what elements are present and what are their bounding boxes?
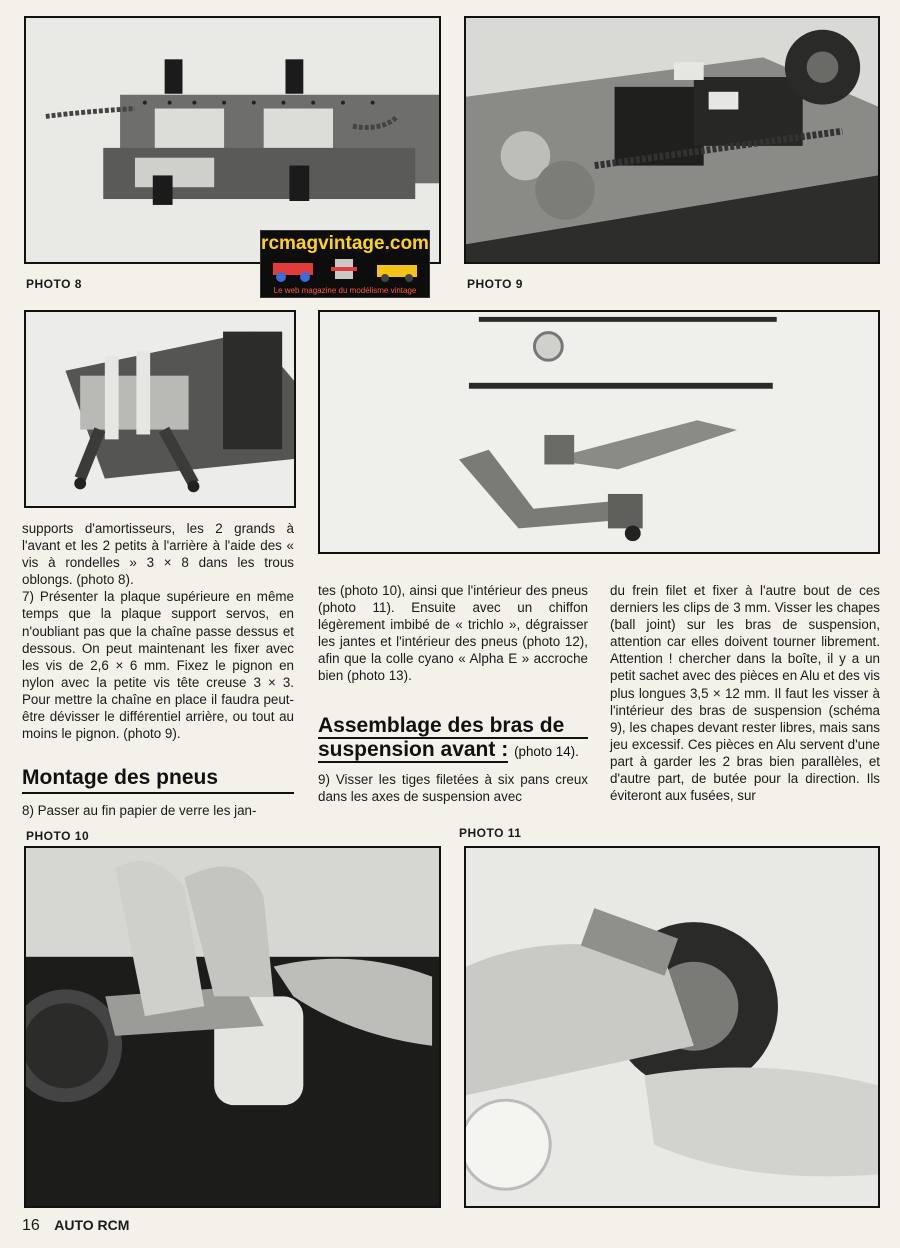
photo-9	[464, 16, 880, 264]
column-1-text-b: 7) Présenter la plaque supérieure en même temps que la plaque support servos, en n'oubliant pas que la chaîne passe dessus et dessous. On peut maintenant les fixer avec les vis de 2,6 × 6 mm. Fixez le pignon en nylon avec la petite vis tête creuse 3 × 3. Pour mettre la chaîne en place il faudra peut-être dévisser le différentiel arrière, ou tout au moins le pignon. (photo 9).	[22, 589, 294, 742]
column-2-text-a: tes (photo 10), ainsi que l'intérieur des pneus (photo 11). Ensuite avec un chiffon légèrement imbibé de « trichlo », dégraisser les jantes et l'intérieur des pneus (photo 12), afin que la colle cyano « Alpha E » accroche bien (photo 13).	[318, 583, 588, 684]
photo-11-caption: PHOTO 11	[459, 826, 522, 840]
section-heading-assemblage	[318, 715, 588, 763]
column-3-text: du frein filet et fixer à l'autre bout de ces derniers les clips de 3 mm. Visser les chapes (ball joint) sur les bras de suspension, attention car elles doivent tourner librement. Attention ! chercher dans la boîte, il y a un petit sachet avec des pièces en Alu et des vis plus longues 3,5 × 12 mm. Il faut les visser à l'intérieur des bras de suspension (schéma 9), les chapes devant rester libres, mais sans jeu excessif. Ces pièces en Alu servent d'une part à garder les 2 bras bien parallèles, et d'autre part, de butée pour la direction. Ils éviteront aux fusées, sur	[610, 583, 880, 804]
heading-suffix: (photo 14).	[514, 743, 579, 759]
column-1	[22, 520, 294, 742]
column-1-text-c: 8) Passer au fin papier de verre les jan-	[22, 803, 257, 818]
page-footer	[22, 1217, 129, 1235]
rcmagvintage-logo	[260, 230, 430, 298]
logo-tagline: Le web magazine du modélisme vintage	[273, 286, 417, 295]
photo-11	[464, 846, 880, 1208]
photo-9-caption: PHOTO 9	[467, 277, 523, 291]
column-1-text-a: supports d'amortisseurs, les 2 grands à l'avant et les 2 petits à l'arrière à l'aide des « vis à rondelles » 3 × 8 dans les trous oblongs. (photo 8).	[22, 521, 294, 588]
column-3	[610, 582, 880, 804]
photo-front-suspension	[24, 310, 296, 508]
photo-10	[24, 846, 441, 1208]
logo-title: rcmagvintage.com	[261, 233, 429, 254]
column-2	[318, 582, 588, 805]
heading-line-2: suspension avant :	[318, 737, 509, 761]
page-number: 16	[22, 1217, 40, 1234]
photo-8-caption: PHOTO 8	[26, 277, 82, 291]
section-heading-montage-pneus: Montage des pneus	[22, 764, 294, 794]
column-1-continuation	[22, 802, 294, 819]
photo-10-caption: PHOTO 10	[26, 829, 90, 843]
photo-8	[24, 16, 441, 264]
heading-line-1: Assemblage des bras de	[318, 715, 588, 739]
photo-suspension-parts	[318, 310, 880, 554]
magazine-name: AUTO RCM	[54, 1217, 130, 1233]
column-2-text-b: 9) Visser les tiges filetées à six pans creux dans les axes de suspension avec	[318, 771, 588, 804]
logo-cars-icon	[269, 257, 423, 283]
